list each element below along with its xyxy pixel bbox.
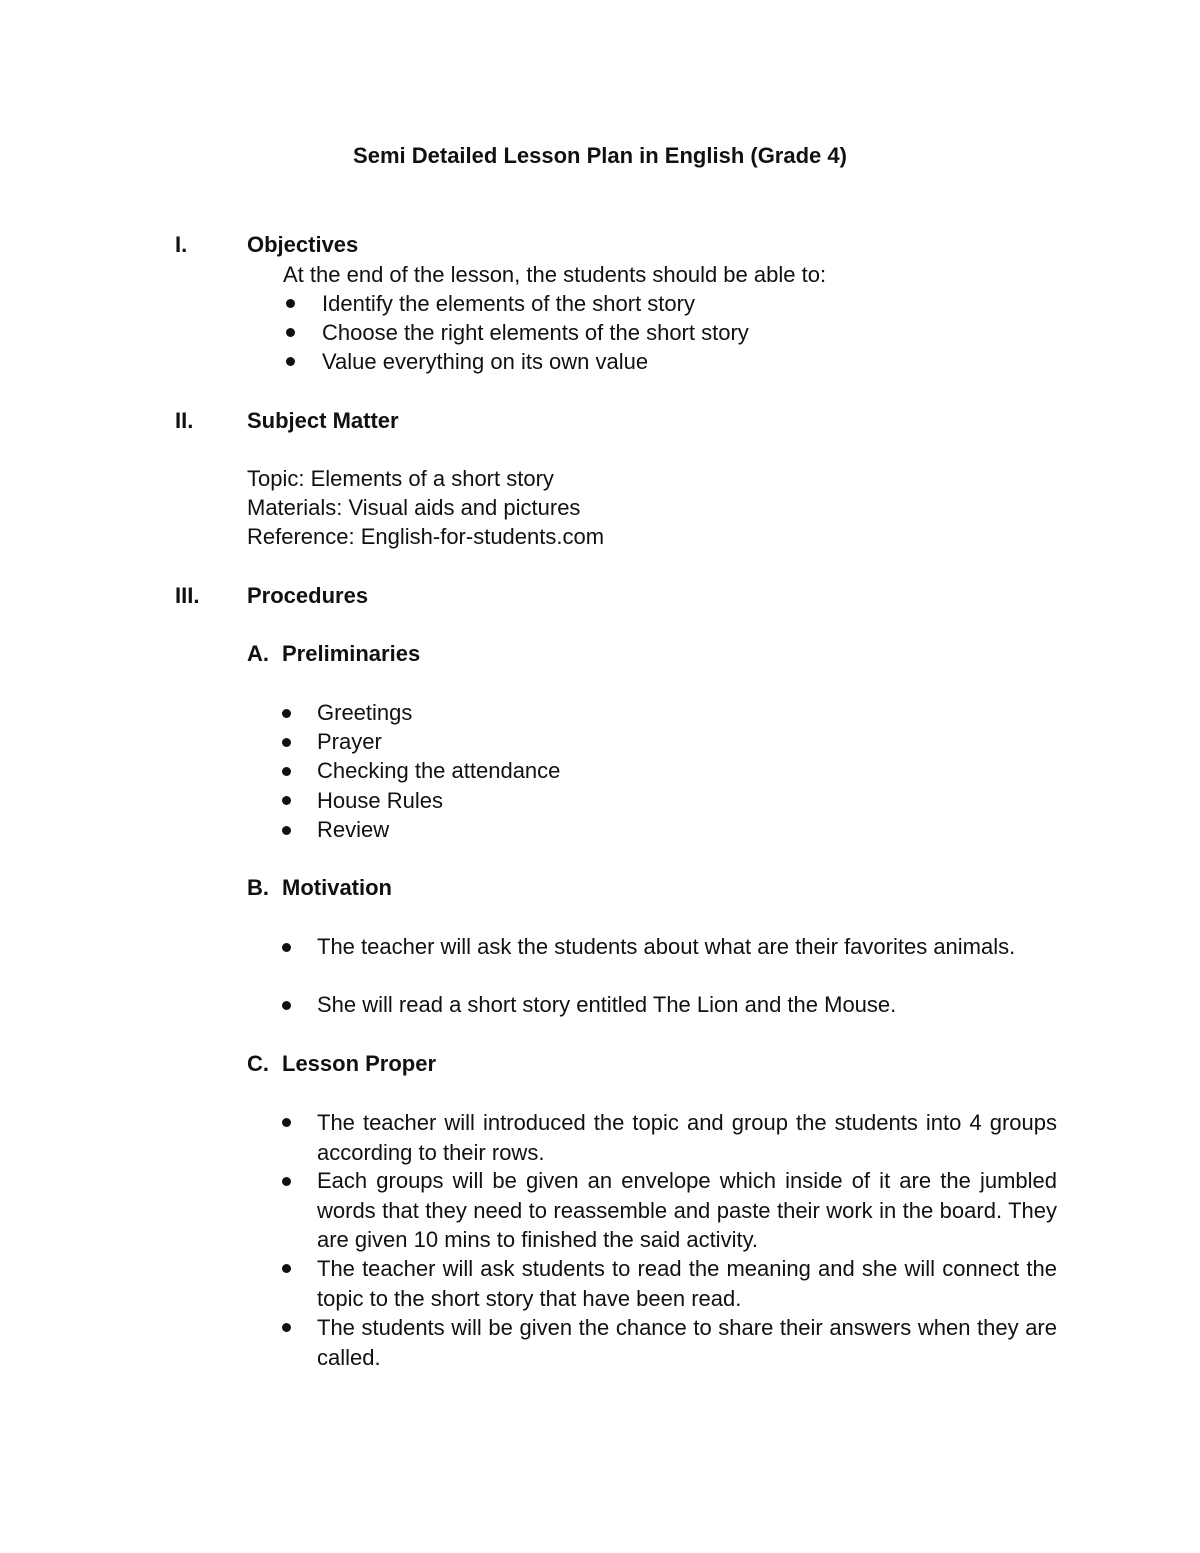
motivation-item: She will read a short story entitled The Lion and the Mouse. (317, 992, 897, 1017)
objective-item: Identify the elements of the short story (322, 291, 695, 316)
subsection-letter-motivation: B. (247, 875, 269, 900)
preliminary-item: Prayer (317, 729, 382, 754)
bullet-icon (282, 767, 291, 776)
bullet-icon (282, 1177, 291, 1186)
section-numeral-procedures: III. (175, 583, 200, 608)
objective-item: Choose the right elements of the short story (322, 320, 749, 345)
subsection-letter-lesson-proper: C. (247, 1051, 269, 1076)
bullet-icon (282, 1323, 291, 1332)
bullet-icon (286, 357, 295, 366)
section-numeral-objectives: I. (175, 232, 188, 257)
preliminary-item: House Rules (317, 788, 443, 813)
bullet-icon (286, 299, 295, 308)
section-heading-subject-matter: Subject Matter (247, 408, 399, 433)
subject-topic: Topic: Elements of a short story (247, 466, 554, 491)
document-title: Semi Detailed Lesson Plan in English (Grade 4) (353, 143, 847, 168)
lesson-proper-item: The students will be given the chance to share their answers when they are called. (317, 1315, 1057, 1370)
bullet-icon (282, 796, 291, 805)
subject-materials: Materials: Visual aids and pictures (247, 495, 581, 520)
preliminary-item: Review (317, 817, 390, 842)
bullet-icon (282, 1264, 291, 1273)
section-numeral-subject-matter: II. (175, 408, 194, 433)
preliminary-item: Greetings (317, 700, 413, 725)
preliminary-item: Checking the attendance (317, 758, 561, 783)
subsection-letter-preliminaries: A. (247, 641, 269, 666)
bullet-icon (286, 328, 295, 337)
lesson-proper-item: Each groups will be given an envelope which inside of it are the jumbled words that they need to reassemble and paste their work in the board. They are given 10 mins to finished the said activity. (317, 1168, 1057, 1252)
motivation-item: The teacher will ask the students about what are their favorites animals. (317, 934, 1016, 959)
section-heading-objectives: Objectives (247, 232, 359, 257)
bullet-icon (282, 826, 291, 835)
lesson-proper-item: The teacher will introduced the topic and group the students into 4 groups according to their rows. (317, 1110, 1057, 1165)
bullet-icon (282, 943, 291, 952)
subsection-heading-motivation: Motivation (282, 875, 392, 900)
section-heading-procedures: Procedures (247, 583, 369, 608)
lesson-proper-item: The teacher will ask students to read the meaning and she will connect the topic to the short story that have been read. (317, 1256, 1057, 1311)
subsection-heading-preliminaries: Preliminaries (282, 641, 421, 666)
subsection-heading-lesson-proper: Lesson Proper (282, 1051, 437, 1076)
objective-item: Value everything on its own value (322, 349, 649, 374)
objectives-intro: At the end of the lesson, the students should be able to: (283, 262, 827, 287)
bullet-icon (282, 709, 291, 718)
subject-reference: Reference: English-for-students.com (247, 524, 605, 549)
bullet-icon (282, 1118, 291, 1127)
bullet-icon (282, 1001, 291, 1010)
bullet-icon (282, 738, 291, 747)
